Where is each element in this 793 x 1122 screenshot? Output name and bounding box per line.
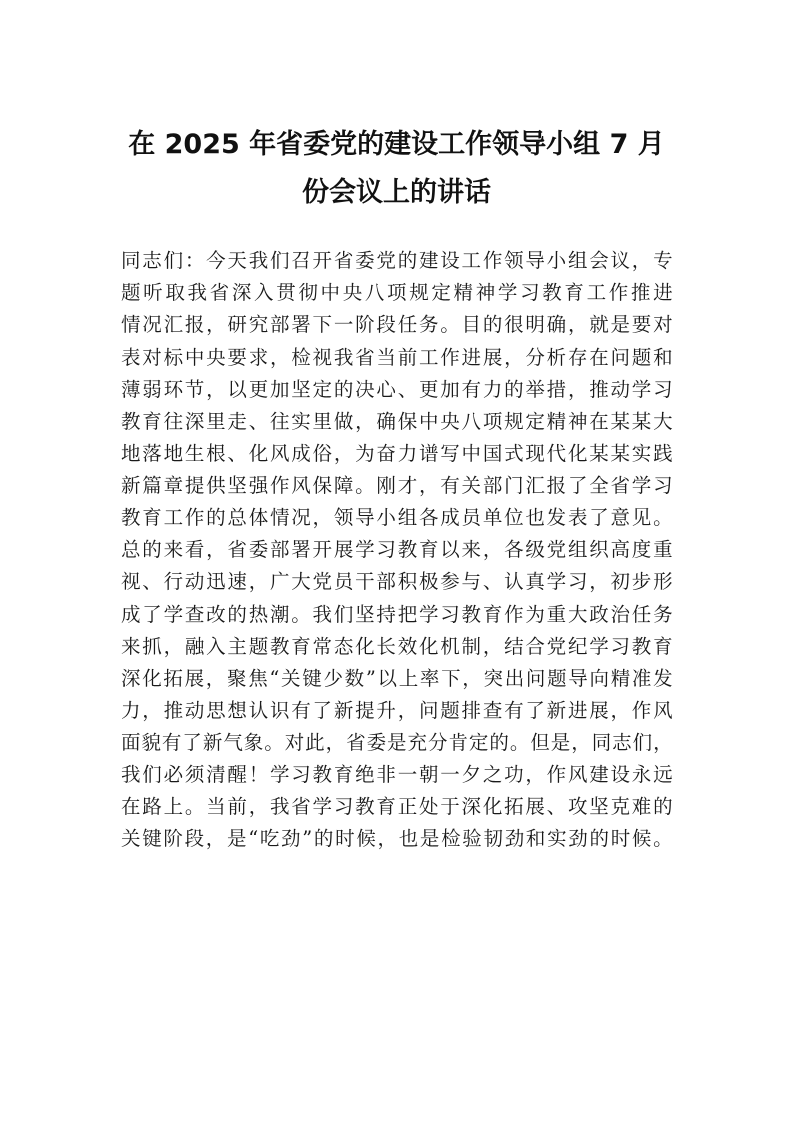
paragraph-line: 教育往深里走、往实里做，确保中央八项规定精神在某某大 xyxy=(121,410,673,433)
paragraph-line: 总的来看，省委部署开展学习教育以来，各级党组织高度重 xyxy=(121,538,673,561)
paragraph-line: 题听取我省深入贯彻中央八项规定精神学习教育工作推进 xyxy=(121,281,673,304)
paragraph-line: 视、行动迅速，广大党员干部积极参与、认真学习，初步形 xyxy=(121,570,673,593)
paragraph-line: 我们必须清醒！学习教育绝非一朝一夕之功，作风建设永远 xyxy=(121,763,673,786)
paragraph-line: 新篇章提供坚强作风保障。刚才，有关部门汇报了全省学习 xyxy=(121,474,673,497)
document-title-line-2: 份会议上的讲话 xyxy=(302,177,491,208)
paragraph-line: 关键阶段，是“吃劲”的时候，也是检验韧劲和实劲的时候。 xyxy=(121,827,673,850)
paragraph-line: 面貌有了新气象。对此，省委是充分肯定的。但是，同志们， xyxy=(121,731,673,754)
paragraph-line: 深化拓展，聚焦“关键少数”以上率下，突出问题导向精准发 xyxy=(121,667,673,690)
document-title-line-1: 在 2025 年省委党的建设工作领导小组 7 月 xyxy=(128,129,665,160)
paragraph-line: 表对标中央要求，检视我省当前工作进展，分析存在问题和 xyxy=(121,346,673,369)
paragraph-line: 在路上。当前，我省学习教育正处于深化拓展、攻坚克难的 xyxy=(121,795,673,818)
paragraph-line: 地落地生根、化风成俗，为奋力谱写中国式现代化某某实践 xyxy=(121,442,673,465)
paragraph-line: 情况汇报，研究部署下一阶段任务。目的很明确，就是要对 xyxy=(121,313,673,336)
paragraph-line: 来抓，融入主题教育常态化长效化机制，结合党纪学习教育 xyxy=(121,635,673,658)
paragraph-line: 同志们：今天我们召开省委党的建设工作领导小组会议，专 xyxy=(121,249,673,272)
paragraph-line: 力，推动思想认识有了新提升，问题排查有了新进展，作风 xyxy=(121,699,673,722)
paragraph-line: 成了学查改的热潮。我们坚持把学习教育作为重大政治任务 xyxy=(121,603,673,626)
paragraph-line: 薄弱环节，以更加坚定的决心、更加有力的举措，推动学习 xyxy=(121,378,673,401)
paragraph-line: 教育工作的总体情况，领导小组各成员单位也发表了意见。 xyxy=(121,506,673,529)
